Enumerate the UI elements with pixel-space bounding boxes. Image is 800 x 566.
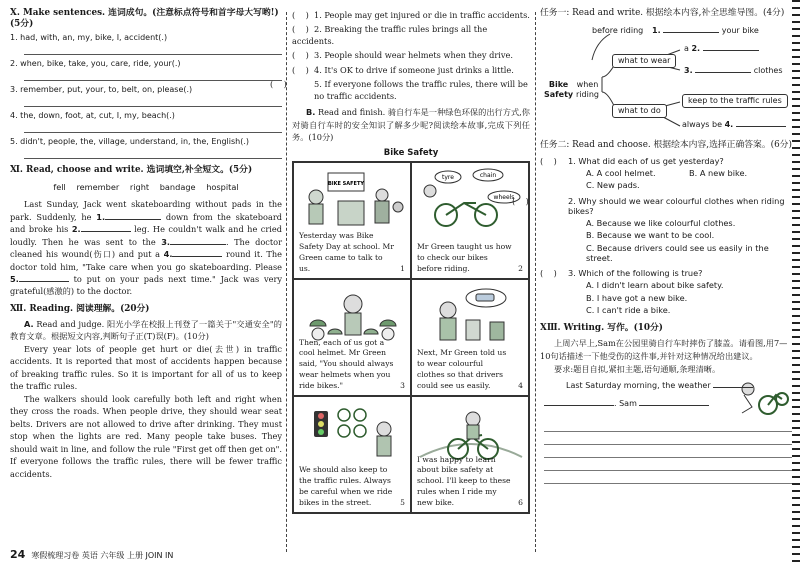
writing-blank[interactable] [544,405,614,406]
teacher-podium-illustration [298,167,408,229]
column-divider [535,12,536,552]
sentence-item: 1. had, with, an, my, bike, I, accident(.) [10,33,282,55]
when-riding-label: when riding [576,79,599,99]
writing-line[interactable] [544,432,792,445]
page-footer [10,548,173,562]
sign-text: BIKE SAFETY [327,181,365,188]
answer-bracket[interactable]: ( ) [292,10,309,20]
judge-item: ( ) 3. People should wear helmets when they drive. [292,50,513,61]
option: C. Because drivers could see us easily in the street. [586,242,769,263]
mind-map-blank-3: 3. clothes [684,65,783,75]
word-bank: fell remember right bandage hospital [53,181,239,192]
choice-question: ( ) 1. What did each of us get yesterday? [540,155,724,166]
section-10-title: Ⅹ. Make sentences. 连词成句。(注意标点符号和首字母大写哟!)(5分) [10,8,279,29]
binding-edge [792,0,800,566]
judge-item: ( ) 1. People may get injured or die in traffic accidents. [292,10,530,20]
options-row: A. A cool helmet. B. A new bike. [586,168,748,179]
answer-line[interactable] [24,95,282,107]
option: A. I didn't learn about bike safety. [586,280,724,291]
answer-bracket[interactable]: ( ) [540,155,557,166]
answer-bracket[interactable]: ( ) [512,195,529,206]
story-title: Bike Safety [383,147,439,158]
choice-question: ( ) 2. Why should we wear colourful clothes when riding bikes? [512,195,785,216]
footer-text: 寒假梳理习卷 英语 六年级 上册 JOIN IN [31,551,174,560]
passage-paragraph-1: Every year lots of people get hurt or die(去世) in traffic accidents. It is reported that most of accidents happen because of breaking traffic rules. So it is important for all of us to keep the traffic rules. [10,343,282,392]
comic-panel: BIKE SAFETY Yesterday was Bike Safety Day at school. Mr Green came to talk to us. 1 [293,162,411,279]
sentence-item: 3. remember, put, your, to, belt, on, please(.) [10,85,282,107]
writing-blank[interactable] [713,387,753,388]
answer-bracket[interactable]: ( ) [292,24,309,35]
mind-map [540,22,792,134]
writing-line[interactable] [544,419,792,432]
passage-paragraph-2: The walkers should look carefully both left and right when they cross the roads. When people drive, they should wear seat belts. Drivers are not allowed to drive after drinking. They must stop when the lights are red. Many people take buses. They should wait in line, and follow the rule "First get off then get on". If everyone follows the traffic rules, there will be fewer traffic accidents. [10,393,282,479]
answer-bracket[interactable]: ( ) [540,268,557,279]
blank-4[interactable] [172,248,222,257]
comic-panel: We should also keep to the traffic rules. Always be careful when we ride bikes in the street. 5 [293,396,411,513]
what-to-do-box: what to do [612,104,667,118]
column-divider [286,12,287,552]
comic-grid [292,161,530,514]
what-to-wear-box: what to wear [612,54,676,68]
answer-bracket[interactable]: ( ) [292,64,309,75]
judge-item: ( ) 5. If everyone follows the traffic rules, there will be no traffic accidents. [270,79,528,101]
choice-question: ( ) 3. Which of the following is true? [540,268,703,279]
svg-text:wheels: wheels [493,194,515,202]
column-middle [270,8,530,514]
colourful-clothes-illustration [416,284,526,346]
column-right [512,8,792,484]
bike-parts-illustration [416,167,526,229]
mind-map-blank-1: 1. your bike [652,25,759,35]
mind-map-blank-2: a 2. [684,44,759,54]
option: B. Because we want to be cool. [586,230,715,241]
judge-item: ( ) 2. Breaking the traffic rules brings all the accidents. [292,24,488,46]
section-11-title: Ⅺ. Read, choose and write. 选词填空,补全短文。(5分) [10,164,253,175]
comic-panel: Then, each of us got a cool helmet. Mr Green said, "You should always wear helmets when you ride bikes." 3 [293,279,411,396]
option: A. Because we like colourful clothes. [586,218,736,229]
writing-prompt: 上周六早上,Sam在公园里骑自行车时摔伤了膝盖。请看图,用7—10句话描述一下他受伤的这件事,并针对这种情况给出建议。 [540,338,788,361]
answer-bracket[interactable]: ( ) [292,50,309,61]
option: C. I can't ride a bike. [586,304,671,315]
answer-line[interactable] [24,43,282,55]
option: B. I have got a new bike. [586,292,688,303]
writing-line[interactable] [544,445,792,458]
before-riding-label: before riding [592,25,644,35]
sentence-item: 4. the, down, foot, at, cut, I, my, beach(.) [10,111,282,133]
writing-starter: Last Saturday morning, the weather . Sam [540,379,792,419]
answer-bracket[interactable]: ( ) [270,79,287,90]
answer-line[interactable] [24,147,282,159]
blank-2[interactable] [81,223,131,232]
part-b-instructions: B. Read and finish. 骑自行车是一种绿色环保的出行方式,你对骑自行车时的安全知识了解多少呢?阅读绘本故事,完成下列任务。(10分) [292,107,530,143]
blank-1[interactable] [105,211,161,220]
option: C. New pads. [586,180,640,191]
answer-line[interactable] [24,121,282,133]
comic-panel: Next, Mr Green told us to wear colourful clothes so that drivers could see us easily. 4 [411,279,529,396]
section-13-title: ⅩⅢ. Writing. 写作。(10分) [540,323,663,334]
mind-map-blank-4: always be 4. [682,120,786,130]
blank-5[interactable] [19,273,69,282]
writing-line[interactable] [544,471,792,484]
sentence-item: 2. when, bike, take, you, care, ride, your(.) [10,59,282,81]
keep-traffic-rules-box: keep to the traffic rules [682,94,788,108]
sentence-item: 5. didn't, people, the, village, understand, in, the, English(.) [10,137,282,159]
column-left [10,8,282,480]
part-a-instructions: A. Read and judge. 阳光小学在校报上刊登了一篇关于"交通安全"的教育文章。根据短文内容,判断句子正(T)误(F)。(10分) [10,318,282,342]
writing-requirements: 要求:题目自拟,紧扣主题,语句通顺,条理清晰。 [554,363,721,374]
blank-3[interactable] [170,236,226,245]
bike-safety-center: Bike Safety [544,79,574,99]
task-1-title: 任务一: Read and write. 根据绘本内容,补全思维导图。(4分) [540,8,785,18]
cloze-passage: Last Sunday, Jack went skateboarding without pads in the park. Suddenly, he 1. down from the skateboard and broke his 2. leg. He couldn't walk and he cried loudly. Then he was sent to the 3. . The doctor cleaned his wound(伤口) and put a 4. round it. The doctor told him, "Take care when you go skateboarding. Please 5. to put on your pads next time." Jack was very grateful(感激的) to the doctor. [10,199,283,297]
writing-line[interactable] [544,458,792,471]
comic-panel: I was happy to learn about bike safety at school. I'll keep to these rules when I ride my new bike. 6 [411,396,529,513]
answer-line[interactable] [24,69,282,81]
svg-text:tyre: tyre [442,174,454,182]
task-2-title: 任务二: Read and choose. 根据绘本内容,选择正确答案。(6分) [540,139,792,150]
comic-panel: tyre chain wheels Mr Green taught us how to check our bikes before riding. 2 [411,162,529,279]
traffic-signs-illustration [298,401,408,463]
page-number: 24 [10,548,26,561]
section-12-title: Ⅻ. Reading. 阅读理解。(20分) [10,303,150,314]
writing-blank[interactable] [639,405,709,406]
judge-item: ( ) 4. It's OK to drive if someone just drinks a little. [292,64,514,75]
svg-text:chain: chain [479,172,497,180]
